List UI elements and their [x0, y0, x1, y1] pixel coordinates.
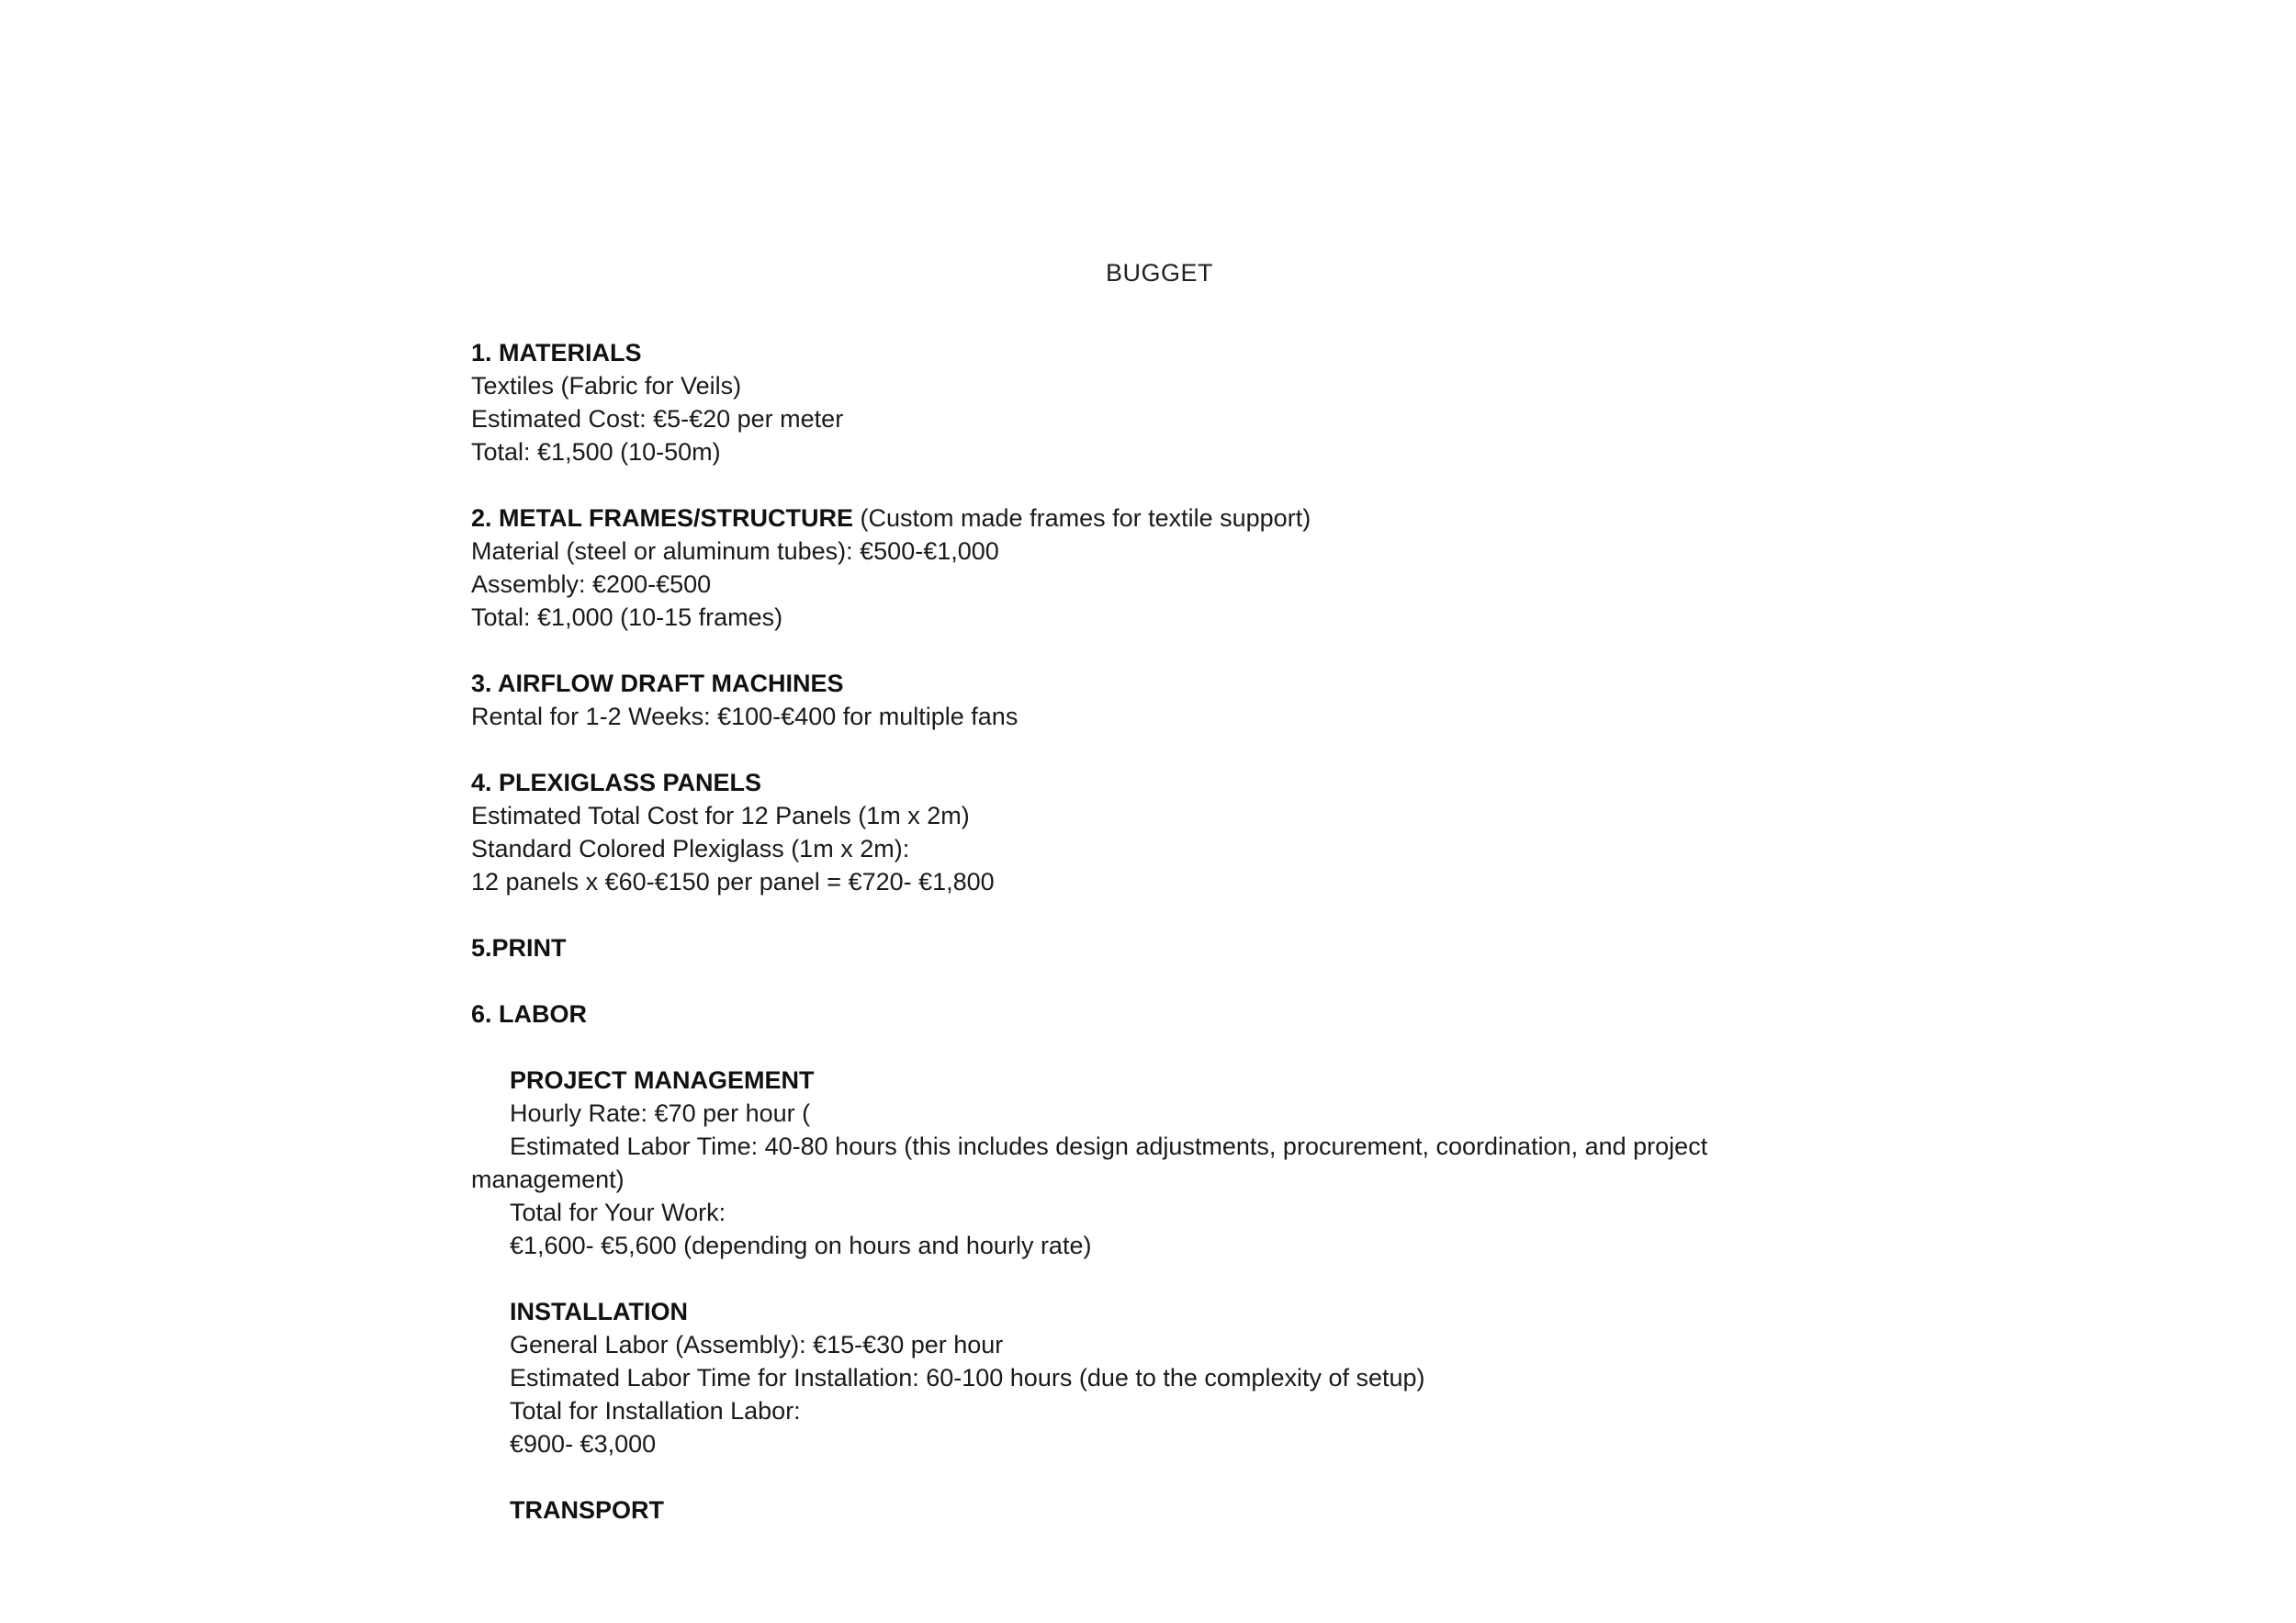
plexiglass-standard: Standard Colored Plexiglass (1m x 2m): [471, 835, 910, 862]
installation-general: General Labor (Assembly): €15-€30 per hour [510, 1331, 1004, 1358]
metal-assembly: Assembly: €200-€500 [471, 570, 712, 598]
metal-total: Total: €1,000 (10-15 frames) [471, 603, 783, 631]
labor-heading: 6. LABOR [471, 1000, 588, 1028]
document-title: BUGGET [1105, 259, 1213, 287]
project-management-total-label: Total for Your Work: [510, 1199, 726, 1226]
spacer [471, 733, 1794, 766]
materials-total: Total: €1,500 (10-50m) [471, 438, 721, 466]
metal-heading: 2. METAL FRAMES/STRUCTURE [471, 504, 854, 532]
installation-labor-time: Estimated Labor Time for Installation: 60-100 hours (due to the complexity of setup) [510, 1364, 1425, 1392]
installation-heading: INSTALLATION [510, 1298, 688, 1325]
plexiglass-estimated-total: Estimated Total Cost for 12 Panels (1m x 2m) [471, 802, 970, 829]
airflow-heading: 3. AIRFLOW DRAFT MACHINES [471, 670, 844, 697]
subsection-transport [471, 1493, 1794, 1527]
transport-heading: TRANSPORT [510, 1496, 664, 1524]
project-management-hourly-rate: Hourly Rate: €70 per hour ( [510, 1099, 811, 1127]
spacer [471, 634, 1794, 667]
plexiglass-calc: 12 panels x €60-€150 per panel = €720- €1,800 [471, 868, 995, 896]
metal-note: (Custom made frames for textile support) [853, 504, 1311, 532]
materials-item: Textiles (Fabric for Veils) [471, 372, 742, 400]
airflow-rental: Rental for 1-2 Weeks: €100-€400 for multiple fans [471, 703, 1019, 730]
installation-total-label: Total for Installation Labor: [510, 1397, 801, 1425]
spacer [471, 1460, 1794, 1493]
spacer [471, 1031, 1794, 1064]
section-plexiglass [471, 766, 1794, 898]
document-body [471, 336, 1794, 1527]
installation-total-value: €900- €3,000 [510, 1430, 657, 1458]
project-management-total-value: €1,600- €5,600 (depending on hours and hourly rate) [510, 1232, 1092, 1259]
section-airflow [471, 667, 1794, 733]
subsection-project-management [471, 1064, 1794, 1262]
subsection-installation [471, 1295, 1794, 1460]
section-print [471, 931, 1794, 964]
spacer [471, 468, 1794, 502]
project-management-labor-time: Estimated Labor Time: 40-80 hours (this includes design adjustments, procurement, coordination, and project management) [471, 1133, 1708, 1193]
metal-heading-line [471, 502, 1794, 535]
materials-estimated-cost: Estimated Cost: €5-€20 per meter [471, 405, 844, 433]
print-heading: 5.PRINT [471, 934, 567, 962]
project-management-heading: PROJECT MANAGEMENT [510, 1066, 815, 1094]
spacer [471, 898, 1794, 931]
section-labor [471, 997, 1794, 1527]
section-metal-frames [471, 502, 1794, 634]
section-materials [471, 336, 1794, 468]
spacer [471, 1262, 1794, 1295]
spacer [471, 964, 1794, 997]
plexiglass-heading: 4. PLEXIGLASS PANELS [471, 769, 762, 796]
materials-heading: 1. MATERIALS [471, 339, 642, 366]
metal-material: Material (steel or aluminum tubes): €500-€1,000 [471, 537, 999, 565]
